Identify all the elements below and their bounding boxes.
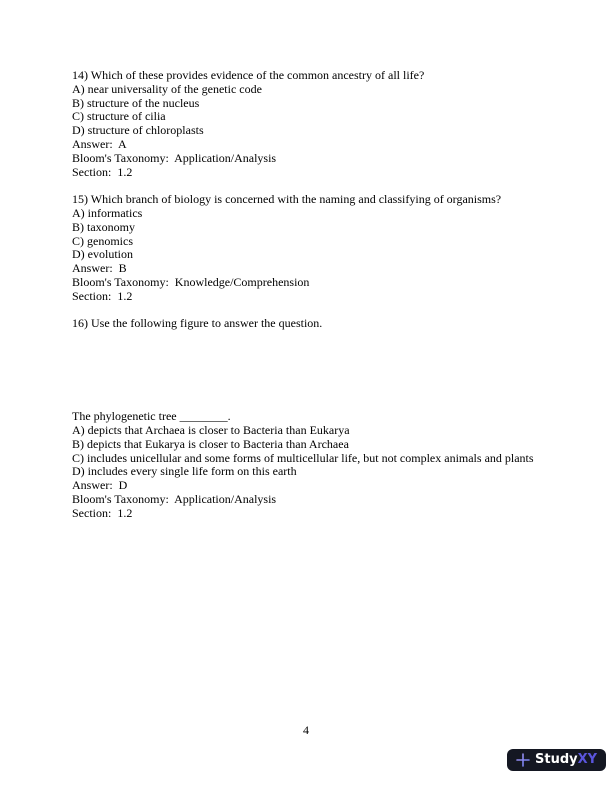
questions-area: [72, 69, 540, 521]
question-stem: 15) Which branch of biology is concerned with the naming and classifying of organisms?: [72, 192, 502, 207]
brand-name-primary: Study: [535, 752, 578, 767]
answer-line: Answer: A: [72, 136, 127, 151]
question-16-figure-area: [72, 331, 540, 410]
bloom-taxonomy-line: Bloom's Taxonomy: Knowledge/Comprehension: [72, 274, 310, 289]
paragraph-spacer: [72, 304, 540, 318]
option-d: D) structure of chloroplasts: [72, 123, 204, 138]
brand-name-suffix: XY: [577, 752, 598, 767]
option-b: B) taxonomy: [72, 219, 135, 234]
bloom-taxonomy-line: Bloom's Taxonomy: Application/Analysis: [72, 150, 277, 165]
question-stem: 14) Which of these provides evidence of the common ancestry of all life?: [72, 68, 425, 82]
question-15: [72, 193, 540, 303]
figure-intro-line: 16) Use the following figure to answer the question.: [72, 316, 323, 331]
option-c: C) genomics: [72, 233, 133, 248]
option-a: A) near universality of the genetic code: [72, 81, 262, 96]
option-b: B) structure of the nucleus: [72, 95, 200, 110]
page-number: 4: [303, 723, 309, 737]
option-d: D) includes every single life form on this earth: [72, 464, 297, 479]
option-a: A) depicts that Archaea is closer to Bacteria than Eukarya: [72, 422, 350, 437]
section-line: Section: 1.2: [72, 288, 133, 303]
option-c: C) structure of cilia: [72, 109, 166, 124]
question-stem: The phylogenetic tree ________.: [72, 409, 231, 424]
question-16: [72, 317, 540, 520]
studyxy-logo-badge: [507, 749, 606, 771]
bloom-taxonomy-line: Bloom's Taxonomy: Application/Analysis: [72, 491, 277, 506]
option-c: C) includes unicellular and some forms of multicellular life, but not complex animals and plants: [72, 450, 534, 465]
option-a: A) informatics: [72, 205, 143, 220]
option-d: D) evolution: [72, 247, 133, 262]
section-line: Section: 1.2: [72, 164, 133, 179]
paragraph-spacer: [72, 179, 540, 193]
answer-line: Answer: B: [72, 261, 127, 276]
section-line: Section: 1.2: [72, 505, 133, 520]
option-b: B) depicts that Eukarya is closer to Bacteria than Archaea: [72, 436, 349, 451]
question-14: [72, 69, 540, 179]
plus-icon: [516, 753, 530, 767]
brand-name: [535, 749, 597, 771]
answer-line: Answer: D: [72, 478, 128, 493]
